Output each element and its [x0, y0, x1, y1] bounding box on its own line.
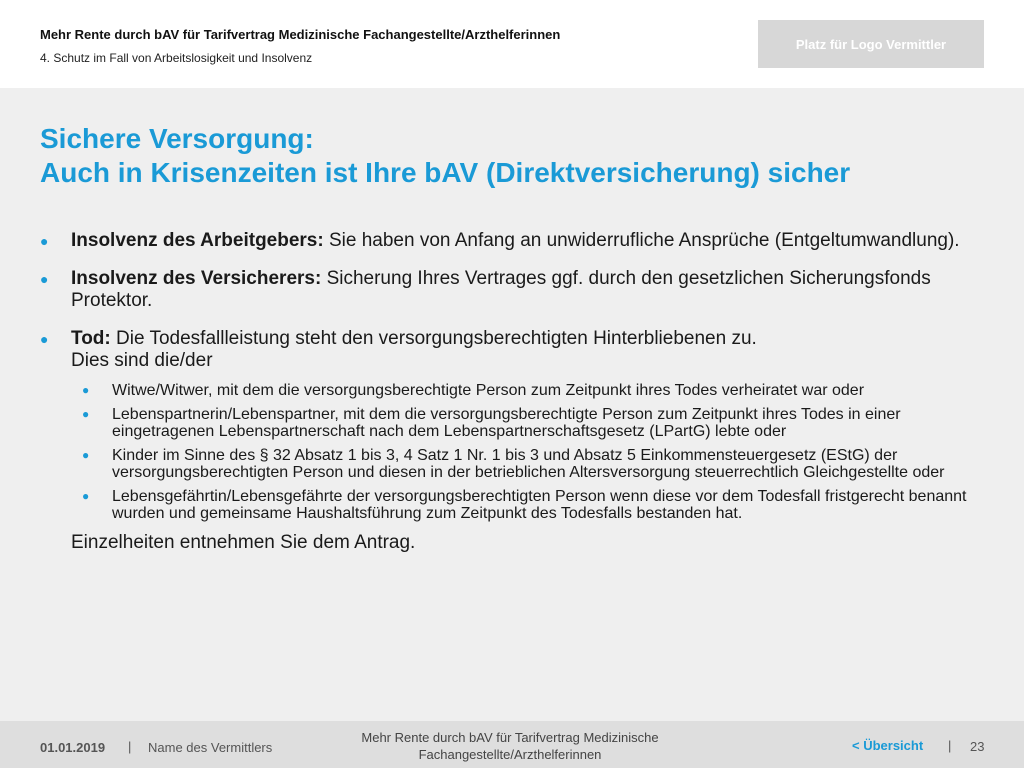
slide-title-line-1: Sichere Versorgung:	[40, 123, 314, 154]
sub-bullet-text: Witwe/Witwer, mit dem die versorgungsberechtigte Person zum Zeitpunkt ihres Todes verheiratet war oder	[112, 382, 865, 399]
bullet-text-continued: Dies sind die/der	[71, 350, 213, 371]
sub-bullet-text: Lebenspartnerin/Lebenspartner, mit dem die versorgungsberechtigte Person zum Zeitpunkt ihres Todes in einer eingetragenen Lebenspartnerschaft nach dem Lebenspartnerschaftsgesetz (LPartG) lebte oder	[112, 406, 901, 440]
header-title: Mehr Rente durch bAV für Tarifvertrag Medizinische Fachangestellte/Arzthelferinnen	[40, 27, 561, 42]
logo-placeholder: Platz für Logo Vermittler	[758, 20, 984, 68]
sub-bullet-item	[40, 447, 990, 481]
overview-link[interactable]: < Übersicht	[852, 738, 924, 753]
bullet-text: Sicherung Ihres Vertrages ggf. durch den gesetzlichen Sicherungsfonds Protektor.	[71, 268, 931, 311]
sub-bullet-dot-icon: ●	[82, 448, 90, 462]
bullet-text: Sie haben von Anfang an unwiderrufliche Ansprüche (Entgeltumwandlung).	[323, 230, 960, 251]
sub-bullet-item	[40, 382, 990, 399]
page-number: 23	[970, 739, 985, 754]
footer-separator: |	[948, 738, 952, 753]
slide-header	[0, 0, 1024, 88]
closing-note: Einzelheiten entnehmen Sie dem Antrag.	[71, 532, 416, 553]
sub-bullet-text: Kinder im Sinne des § 32 Absatz 1 bis 3, 4 Satz 1 Nr. 1 bis 3 und Absatz 5 Einkommensteuergesetz (EStG) der versorgungsberechtigten Person und diesen in der betrieblichen Altersversorgung steuerrechtlich Gleichgestellte oder	[112, 447, 945, 481]
bullet-list	[40, 230, 990, 554]
sub-bullet-dot-icon: ●	[82, 489, 90, 503]
slide-content	[0, 88, 1024, 721]
bullet-item	[40, 268, 990, 312]
bullet-label: Insolvenz des Arbeitgebers:	[71, 230, 324, 251]
sub-bullet-list	[40, 382, 990, 522]
sub-bullet-item	[40, 406, 990, 440]
footer-separator: |	[128, 739, 132, 754]
sub-bullet-dot-icon: ●	[82, 407, 90, 421]
bullet-label: Insolvenz des Versicherers:	[71, 268, 322, 289]
sub-bullet-item	[40, 488, 990, 522]
header-subtitle: 4. Schutz im Fall von Arbeitslosigkeit und Insolvenz	[40, 51, 313, 65]
footer-agent-name: Name des Vermittlers	[148, 740, 273, 755]
slide-title-line-2: Auch in Krisenzeiten ist Ihre bAV (Direktversicherung) sicher	[40, 157, 851, 188]
bullet-dot-icon: ●	[40, 233, 49, 249]
bullet-label: Tod:	[71, 328, 111, 349]
bullet-dot-icon: ●	[40, 271, 49, 287]
bullet-item	[40, 328, 990, 372]
slide-title	[40, 122, 850, 190]
bullet-item	[40, 230, 990, 252]
footer-doc-title: Mehr Rente durch bAV für Tarifvertrag Medizinische Fachangestellte/Arzthelferinnen	[361, 730, 659, 762]
sub-bullet-dot-icon: ●	[82, 383, 90, 397]
bullet-dot-icon: ●	[40, 331, 49, 347]
bullet-text: Die Todesfallleistung steht den versorgungsberechtigten Hinterbliebenen zu.	[110, 328, 757, 349]
footer-date: 01.01.2019	[40, 740, 106, 755]
sub-bullet-text: Lebensgefährtin/Lebensgefährte der versorgungsberechtigten Person wenn diese vor dem Todesfall fristgerecht benannt wurden und gemeinsame Haushaltsführung zum Zeitpunkt des Todesfalls bestanden hat.	[112, 488, 967, 522]
slide-footer	[0, 721, 1024, 768]
